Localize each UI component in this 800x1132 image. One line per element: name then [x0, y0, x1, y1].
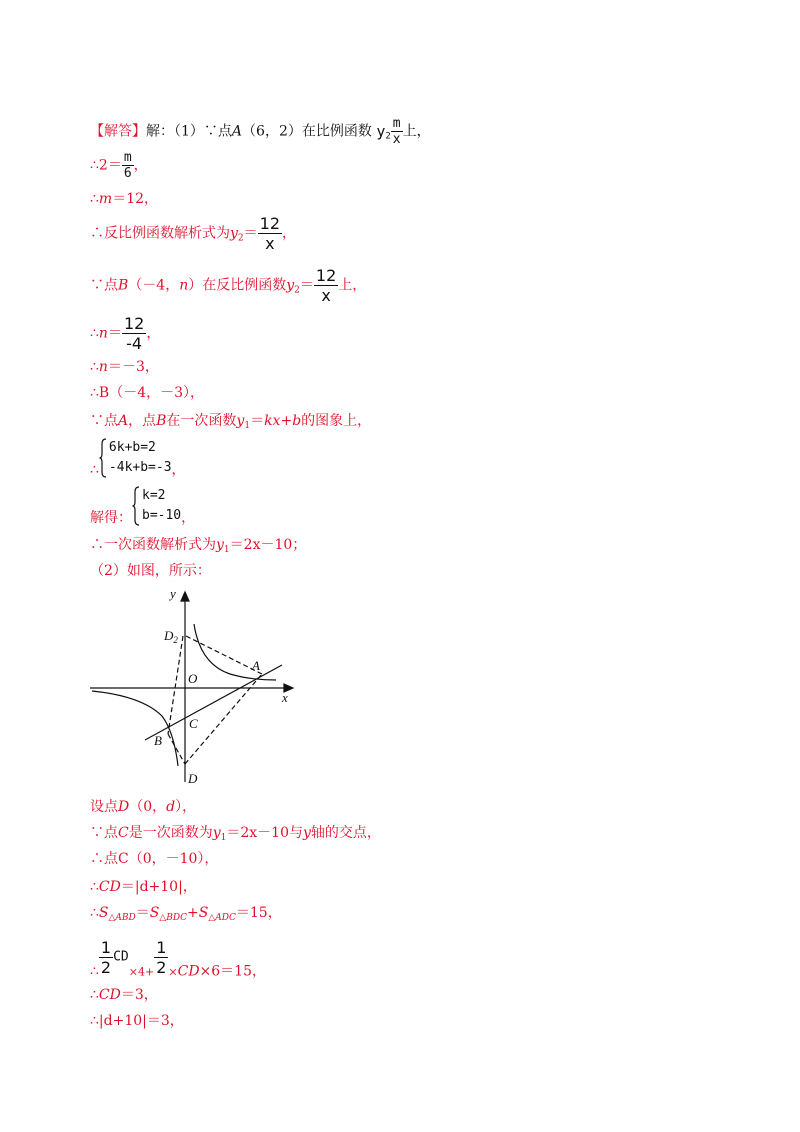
solution-line-12: ∴一次函数解析式为$y_1=2x-10$；	[90, 537, 307, 555]
graph-label-d2: $D_2$	[164, 628, 178, 645]
coordinate-graph	[90, 588, 310, 792]
solution-line-21: ∴|d+10|＝3，	[90, 1013, 184, 1029]
solution-line-9: ∵点A，点B在一次函数$y_1=kx+b$的图象上，	[90, 413, 372, 431]
solution-line-4: ∴反比例函数解析式为$y_2=$ $\frac{12}{x}$ ，	[90, 214, 297, 253]
solution-line-20: ∴CD＝3，	[90, 987, 158, 1003]
y-axis-arrow-icon	[181, 592, 189, 601]
solution-line-18: $\therefore S_{\triangle ABD}=S_{\triangle BDC}+S_{\triangle ADC}=15$，	[90, 905, 282, 923]
equation-system: 6k+b=2 -4k+b=-3	[99, 438, 172, 478]
linear-function-line	[145, 665, 282, 740]
solution-line-16: ∴点C（0，－10），	[90, 851, 219, 867]
graph-label-b: B	[154, 733, 162, 748]
solution-line-14: 设点D（0，d），	[90, 799, 197, 815]
dashed-b-d	[168, 734, 185, 764]
fraction-one-half: $\frac{1}{2}$	[100, 938, 112, 977]
solution-line-6: ∴n＝ $\frac{12}{-4}$ ，	[90, 314, 161, 353]
fraction-one-half-2: $\frac{1}{2}$	[156, 938, 167, 977]
solution-line-11: 解得： k=2 b=-10 ，	[90, 488, 196, 526]
solution-line-7: ∴n＝－3，	[90, 359, 159, 375]
solution-line-5: ∵点B（－4，n）在反比例函数$y_2=$ $\frac{12}{x}$ 上，	[90, 266, 367, 305]
dashed-d2-b	[168, 636, 183, 734]
solution-line-15: ∵点C是一次函数为$y_1=2x-10$与y轴的交点，	[90, 825, 381, 843]
fraction-m-over-x: $\frac{m}{x}$	[392, 116, 401, 147]
solution-system: k=2 b=-10	[132, 486, 181, 526]
solution-line-3: ∴m＝12，	[90, 191, 159, 207]
fraction-12-over-x-2: $\frac{12}{x}$	[315, 266, 337, 305]
graph-label-a: A	[252, 658, 260, 673]
solution-line-8: ∴B（－4，－3），	[90, 385, 205, 401]
fraction-12-over-minus-4: $\frac{12}{-4}$	[123, 314, 145, 353]
graph-label-y: y	[170, 588, 176, 601]
graph-label-o: O	[188, 671, 198, 686]
solution-line-17: ∴CD＝|d+10|，	[90, 879, 197, 895]
solution-line-13: （2）如图，所示：	[90, 563, 211, 579]
left-brace-icon	[99, 438, 107, 478]
dashed-d2-a	[186, 636, 262, 674]
fraction-m-over-6: $\frac{m}{6}$	[123, 150, 132, 181]
solution-line-1: 【解答】解：（1）∵点A（6，2）在比例函数 $y_2$ $\frac{m}{x}$ 上，	[90, 116, 431, 147]
graph-label-d: D	[188, 771, 198, 786]
left-brace-icon	[132, 486, 140, 526]
fraction-12-over-x: $\frac{12}{x}$	[259, 214, 281, 253]
solution-line-10: ∴ 6k+b=2 -4k+b=-3 ，	[90, 440, 186, 478]
solution-line-2: ∴2＝ $\frac{m}{6}$ ，	[90, 150, 148, 181]
solution-line-19: ∴ $\frac{1}{2}$ $CD_{\times 4+}$ $\frac{1}{2}$ $_\times$CD×6＝15，	[90, 938, 266, 980]
hyperbola-branch-1	[194, 624, 276, 680]
graph-label-x: x	[282, 690, 288, 705]
answer-tag: 【解答】	[90, 123, 146, 140]
graph-label-c: C	[189, 716, 198, 731]
